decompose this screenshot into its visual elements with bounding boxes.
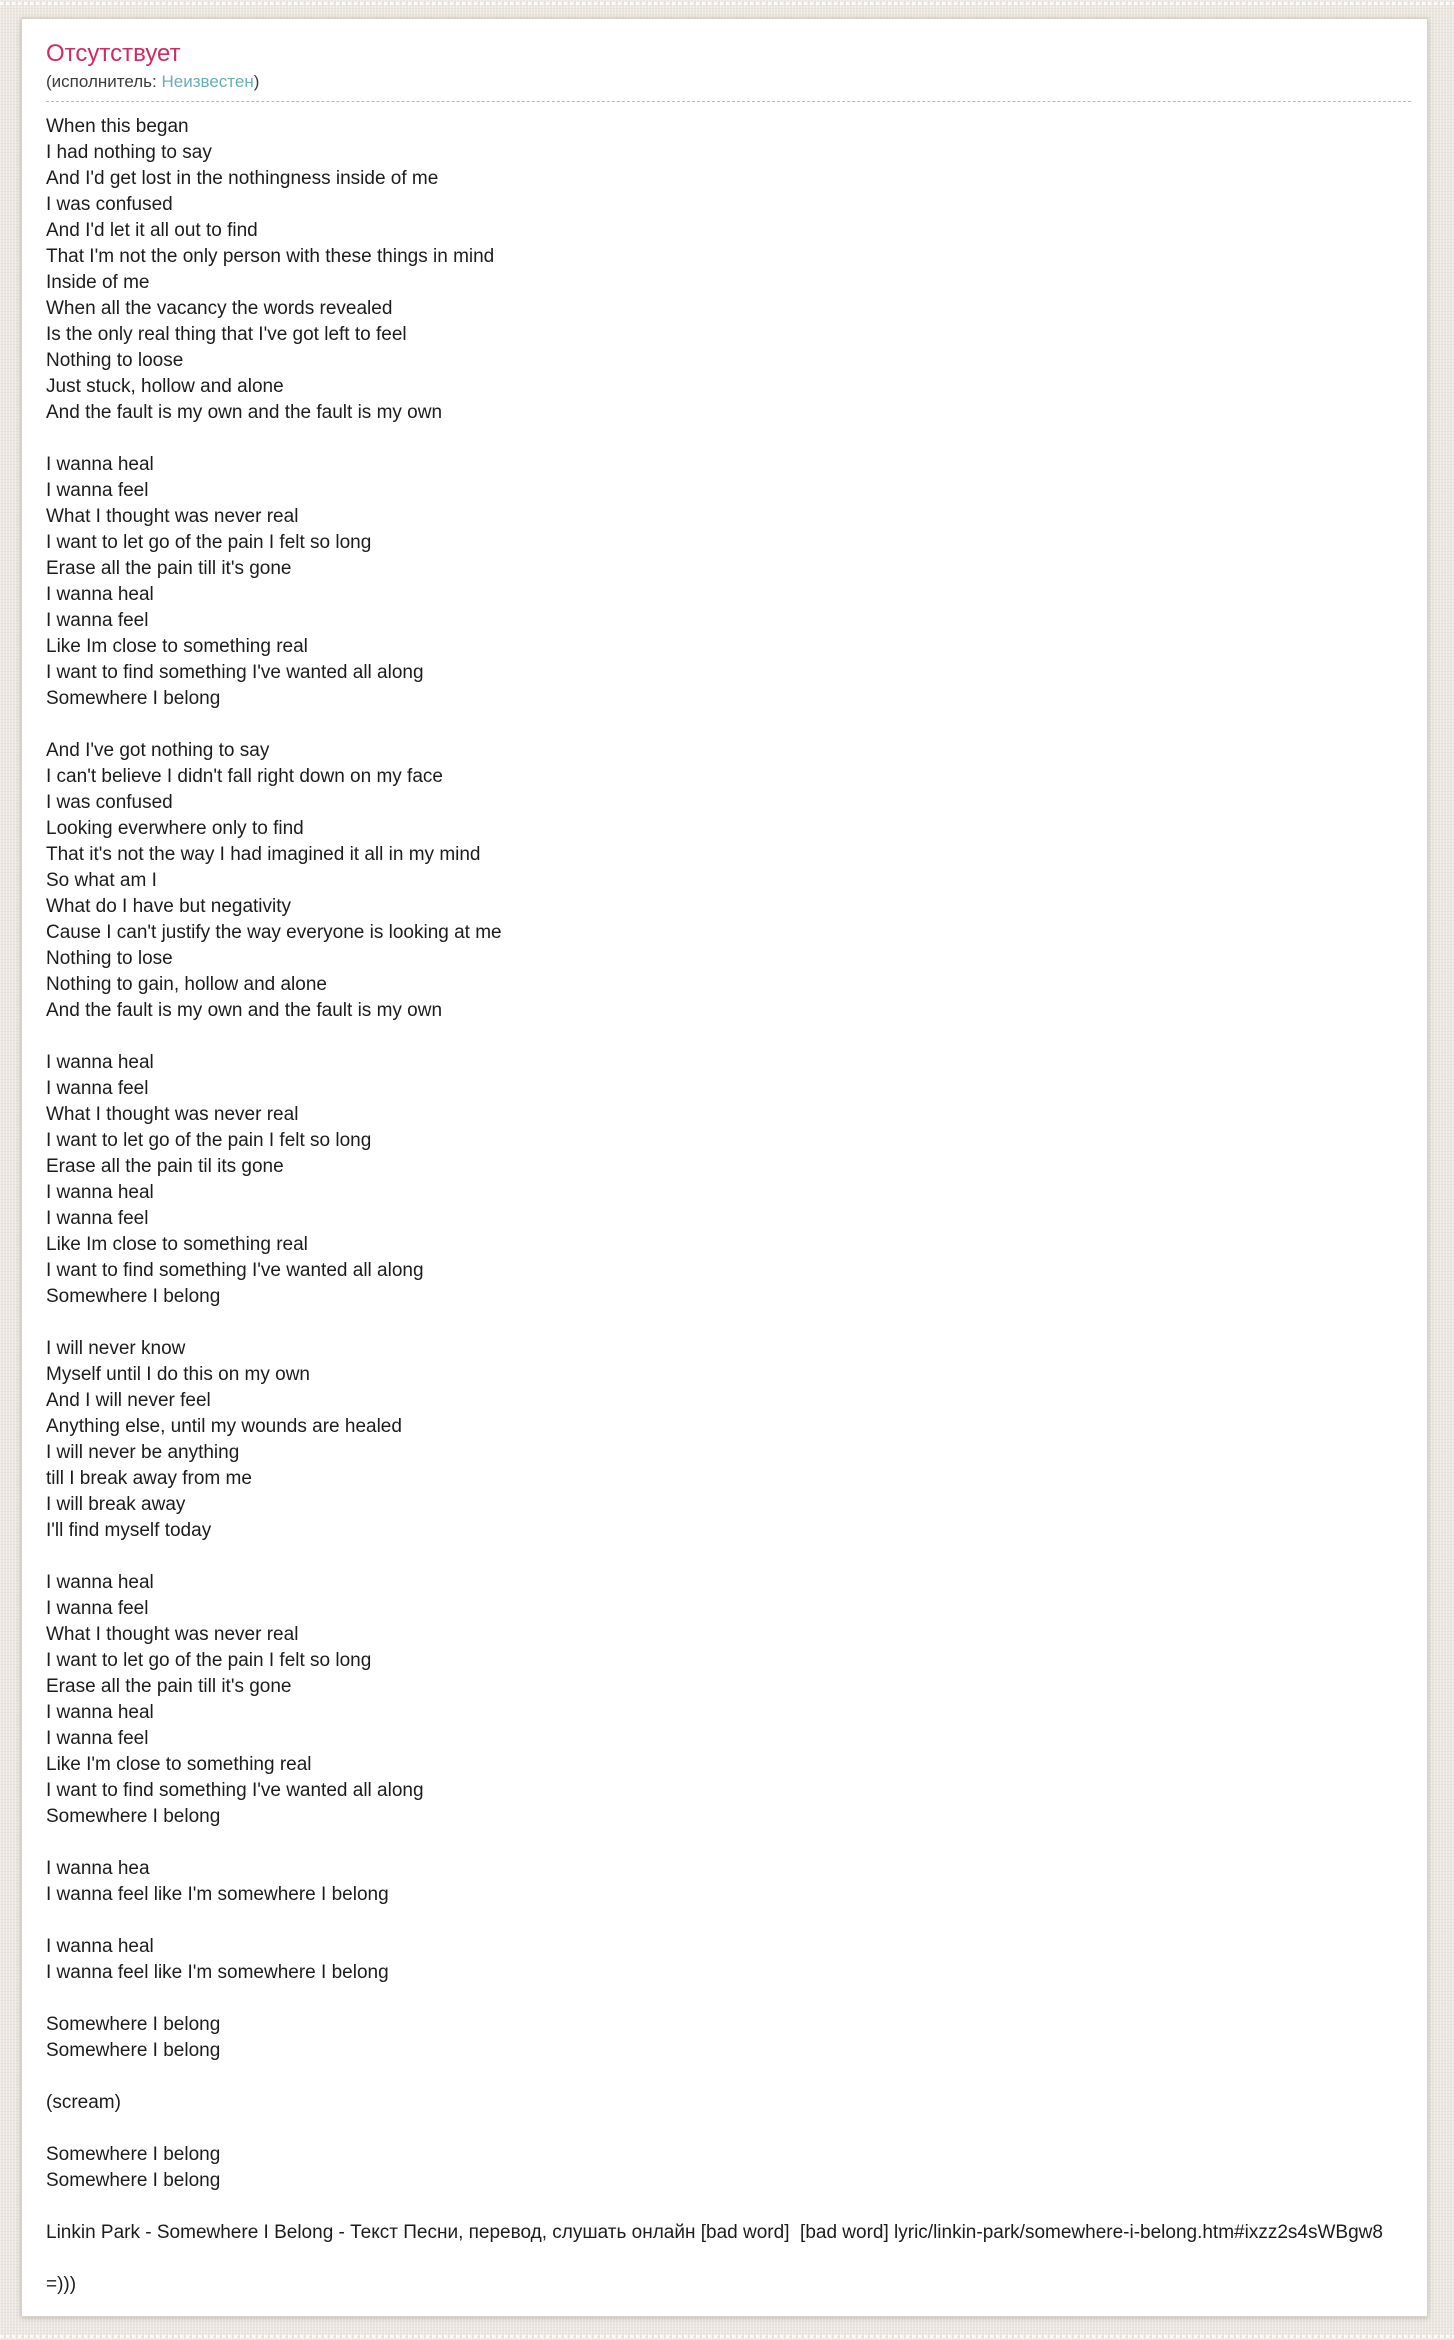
lyric-line: I want to find something I've wanted all along — [46, 1260, 424, 1281]
lyric-line: And I've got nothing to say — [46, 740, 270, 761]
lyric-line: What I thought was never real — [46, 1104, 299, 1125]
artist-line — [46, 71, 1411, 93]
lyric-line: Just stuck, hollow and alone — [46, 376, 284, 397]
lyric-line: I wanna hea — [46, 1858, 150, 1879]
lyric-line: I was confused — [46, 194, 173, 215]
lyric-line: Somewhere I belong — [46, 2040, 221, 2061]
lyric-line: I wanna heal — [46, 1052, 154, 1073]
lyric-line: Is the only real thing that I've got left to feel — [46, 324, 407, 345]
lyric-line: I wanna heal — [46, 1702, 154, 1723]
stanza — [46, 1856, 1411, 1908]
lyric-line: Nothing to lose — [46, 948, 173, 969]
lyric-line: Inside of me — [46, 272, 150, 293]
lyric-line: I wanna heal — [46, 1936, 154, 1957]
lyric-line: Somewhere I belong — [46, 688, 221, 709]
stanza — [46, 2142, 1411, 2194]
stanza — [46, 1934, 1411, 1986]
lyric-line: That I'm not the only person with these things in mind — [46, 246, 495, 267]
lyric-line: That it's not the way I had imagined it all in my mind — [46, 844, 481, 865]
lyric-line: Erase all the pain til its gone — [46, 1156, 284, 1177]
lyrics-text — [46, 114, 1411, 2194]
lyric-line: I had nothing to say — [46, 142, 212, 163]
lyric-line: I can't believe I didn't fall right down on my face — [46, 766, 443, 787]
lyric-line: I wanna heal — [46, 1182, 154, 1203]
lyric-line: I want to let go of the pain I felt so long — [46, 1650, 372, 1671]
artist-label: (исполнитель: — [46, 72, 157, 91]
lyric-line: And I will never feel — [46, 1390, 211, 1411]
stanza — [46, 2012, 1411, 2064]
lyric-line: I was confused — [46, 792, 173, 813]
lyric-line: Somewhere I belong — [46, 1286, 221, 1307]
smiley-text: =))) — [46, 2274, 77, 2295]
lyric-line: I want to find something I've wanted all along — [46, 662, 424, 683]
stanza — [46, 738, 1411, 1024]
lyric-line: Myself until I do this on my own — [46, 1364, 310, 1385]
song-title: Отсутствует — [46, 40, 181, 67]
lyric-line: When this began — [46, 116, 189, 137]
artist-link[interactable]: Неизвестен — [161, 72, 254, 91]
lyric-line: I want to find something I've wanted all along — [46, 1780, 424, 1801]
lyric-line: I wanna feel like I'm somewhere I belong — [46, 1962, 389, 1983]
lyric-line: Somewhere I belong — [46, 2014, 221, 2035]
lyric-line: I wanna heal — [46, 1572, 154, 1593]
lyric-line: Like I'm close to something real — [46, 1754, 312, 1775]
lyrics-panel — [21, 18, 1428, 2317]
lyric-line: And the fault is my own and the fault is my own — [46, 402, 443, 423]
lyric-line: I will break away — [46, 1494, 186, 1515]
lyric-line: I'll find myself today — [46, 1520, 212, 1541]
lyric-line: Like Im close to something real — [46, 636, 308, 657]
stanza — [46, 452, 1411, 712]
lyric-line: I want to let go of the pain I felt so long — [46, 1130, 372, 1151]
lyric-line: I will never know — [46, 1338, 186, 1359]
lyric-line: Nothing to loose — [46, 350, 184, 371]
lyric-line: I wanna feel — [46, 1078, 149, 1099]
lyric-line: I wanna heal — [46, 454, 154, 475]
lyric-line: Somewhere I belong — [46, 2144, 221, 2165]
stanza — [46, 2090, 1411, 2116]
lyric-line: I wanna feel like I'm somewhere I belong — [46, 1884, 389, 1905]
lyric-line: I want to let go of the pain I felt so long — [46, 532, 372, 553]
lyric-line: Like Im close to something real — [46, 1234, 308, 1255]
lyric-line: I wanna feel — [46, 1728, 149, 1749]
lyric-line: I wanna feel — [46, 1598, 149, 1619]
lyric-line: I wanna feel — [46, 610, 149, 631]
stanza — [46, 1570, 1411, 1830]
song-header — [46, 39, 1411, 102]
lyric-line: I wanna feel — [46, 480, 149, 501]
lyric-line: When all the vacancy the words revealed — [46, 298, 393, 319]
lyric-line: Somewhere I belong — [46, 2170, 221, 2191]
lyric-line: And I'd get lost in the nothingness inside of me — [46, 168, 439, 189]
lyric-line: (scream) — [46, 2092, 121, 2113]
artist-close-paren: ) — [253, 72, 260, 91]
lyric-line: Looking everwhere only to find — [46, 818, 304, 839]
source-citation-line: Linkin Park - Somewhere I Belong - Текст Песни, перевод, слушать онлайн [bad word] [bad word] lyric/linkin-park/somewhere-i-belong.htm#ixzz2s4sWBgw8 — [46, 2222, 1383, 2243]
lyric-line: I wanna heal — [46, 584, 154, 605]
stanza — [46, 1050, 1411, 1310]
lyric-line: till I break away from me — [46, 1468, 252, 1489]
lyric-line: What I thought was never real — [46, 506, 299, 527]
stanza — [46, 114, 1411, 426]
lyric-line: Somewhere I belong — [46, 1806, 221, 1827]
lyric-line: What I thought was never real — [46, 1624, 299, 1645]
lyric-line: I wanna feel — [46, 1208, 149, 1229]
stanza — [46, 1336, 1411, 1544]
lyric-line: Erase all the pain till it's gone — [46, 558, 292, 579]
lyric-line: I will never be anything — [46, 1442, 240, 1463]
lyric-line: What do I have but negativity — [46, 896, 292, 917]
lyric-line: And I'd let it all out to find — [46, 220, 258, 241]
lyric-line: Erase all the pain till it's gone — [46, 1676, 292, 1697]
lyric-line: So what am I — [46, 870, 157, 891]
lyric-line: And the fault is my own and the fault is my own — [46, 1000, 443, 1021]
lyric-line: Cause I can't justify the way everyone is looking at me — [46, 922, 502, 943]
lyric-line: Nothing to gain, hollow and alone — [46, 974, 327, 995]
lyric-line: Anything else, until my wounds are healed — [46, 1416, 402, 1437]
